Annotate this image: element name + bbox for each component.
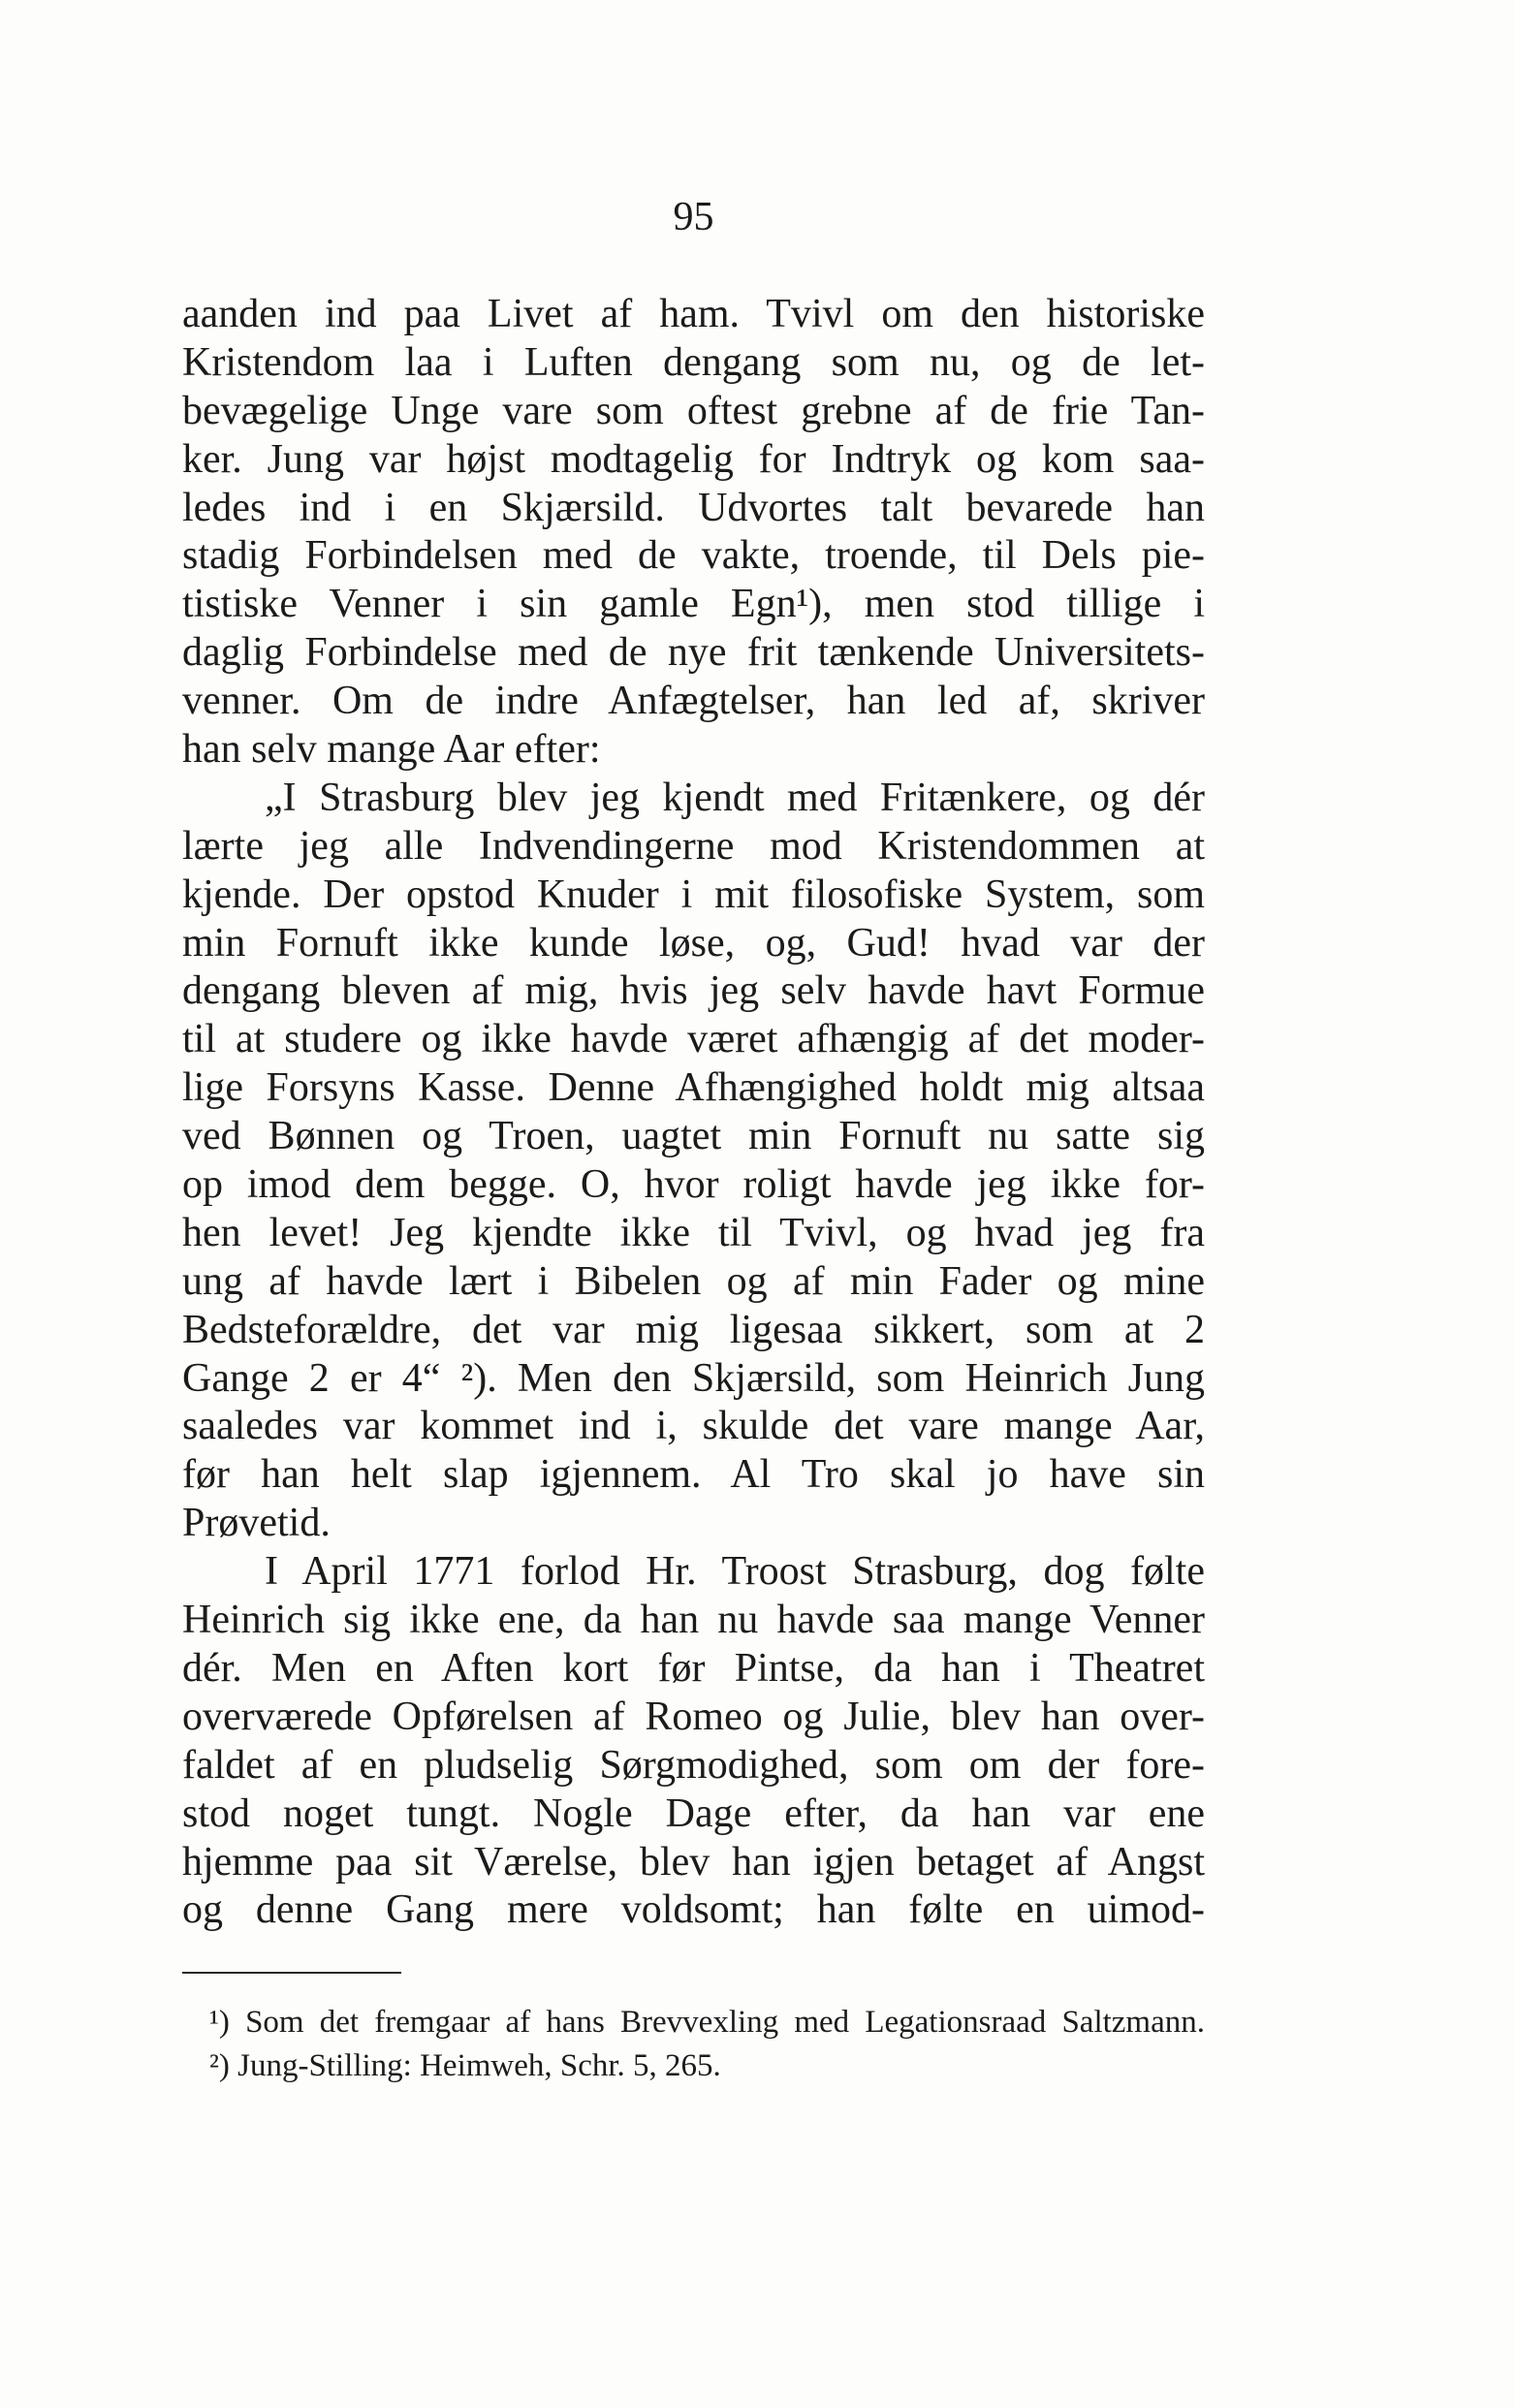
footnotes bbox=[209, 2001, 1205, 2088]
text-line: hen levet! Jeg kjendte ikke til Tvivl, og hvad jeg fra bbox=[182, 1210, 1205, 1255]
text-line: „I Strasburg blev jeg kjendt med Fritænkere, og dér bbox=[265, 775, 1205, 820]
text-line: dér. Men en Aften kort før Pintse, da han i Theatret bbox=[182, 1645, 1205, 1691]
footnote-marker: ²) bbox=[209, 2048, 230, 2083]
footnote-rule bbox=[182, 1972, 401, 1974]
text-line: Gange 2 er 4“ ²). Men den Skjærsild, som Heinrich Jung bbox=[182, 1355, 1205, 1401]
text-line: bevægelige Unge vare som oftest grebne af de frie Tan- bbox=[182, 388, 1205, 433]
text-line: ledes ind i en Skjærsild. Udvortes talt bevarede han bbox=[182, 485, 1205, 530]
text-line: venner. Om de indre Anfægtelser, han led af, skriver bbox=[182, 679, 1205, 724]
text-line: tistiske Venner i sin gamle Egn¹), men stod tillige i bbox=[182, 582, 1205, 627]
text-line: dengang bleven af mig, hvis jeg selv havde havt Formue bbox=[182, 968, 1205, 1014]
text-line: før han helt slap igjennem. Al Tro skal jo have sin bbox=[182, 1452, 1205, 1498]
text-line: saaledes var kommet ind i, skulde det vare mange Aar, bbox=[182, 1404, 1205, 1449]
paragraph bbox=[182, 1548, 1205, 1935]
text-line: ung af havde lært i Bibelen og af min Fader og mine bbox=[182, 1258, 1205, 1304]
text-line: daglig Forbindelse med de nye frit tænkende Universitets- bbox=[182, 630, 1205, 676]
text-line: stadig Forbindelsen med de vakte, troende, til Dels pie- bbox=[182, 533, 1205, 579]
text-line: kjende. Der opstod Knuder i mit filosofiske System, som bbox=[182, 871, 1205, 917]
footnote bbox=[209, 2001, 1205, 2044]
footnote-marker: ¹) bbox=[209, 2005, 230, 2040]
footnote-text: Som det fremgaar af hans Brevvexling med Legationsraad Saltzmann. bbox=[245, 2005, 1205, 2040]
paragraph-quote bbox=[182, 775, 1205, 1548]
text-line: hjemme paa sit Værelse, blev han igjen betaget af Angst bbox=[182, 1839, 1205, 1885]
text-line: overværede Opførelsen af Romeo og Julie, blev han over- bbox=[182, 1694, 1205, 1739]
text-line: op imod dem begge. O, hvor roligt havde jeg ikke for- bbox=[182, 1162, 1205, 1208]
page-number: 95 bbox=[673, 195, 714, 239]
text-line: lige Forsyns Kasse. Denne Afhængighed holdt mig altsaa bbox=[182, 1065, 1205, 1111]
text-line: han selv mange Aar efter: bbox=[182, 727, 601, 773]
text-line: I April 1771 forlod Hr. Troost Strasburg, dog følte bbox=[265, 1549, 1205, 1595]
footnote-text: Jung-Stilling: Heimweh, Schr. 5, 265. bbox=[237, 2048, 721, 2083]
text-line: min Fornuft ikke kunde løse, og, Gud! hvad var der bbox=[182, 920, 1205, 966]
text-line: ker. Jung var højst modtagelig for Indtryk og kom saa- bbox=[182, 436, 1205, 482]
text-line: Bedsteforældre, det var mig ligesaa sikkert, som at 2 bbox=[182, 1307, 1205, 1352]
text-line: Heinrich sig ikke ene, da han nu havde saa mange Venner bbox=[182, 1598, 1205, 1643]
footnote bbox=[209, 2044, 1205, 2088]
text-line: aanden ind paa Livet af ham. Tvivl om den historiske bbox=[182, 292, 1205, 336]
text-line: til at studere og ikke havde været afhængig af det moder- bbox=[182, 1017, 1205, 1062]
text-line: ved Bønnen og Troen, uagtet min Fornuft nu satte sig bbox=[182, 1114, 1205, 1159]
text-line: Kristendom laa i Luften dengang som nu, og de let- bbox=[182, 339, 1205, 385]
main-text bbox=[182, 291, 1205, 1935]
text-line: lærte jeg alle Indvendingerne mod Kristendommen at bbox=[182, 823, 1205, 869]
text-line: og denne Gang mere voldsomt; han følte en uimod- bbox=[182, 1887, 1205, 1933]
text-line: faldet af en pludselig Sørgmodighed, som om der fore- bbox=[182, 1742, 1205, 1788]
text-line: Prøvetid. bbox=[182, 1501, 331, 1546]
paragraph bbox=[182, 291, 1205, 775]
text-line: stod noget tungt. Nogle Dage efter, da han var ene bbox=[182, 1790, 1205, 1836]
